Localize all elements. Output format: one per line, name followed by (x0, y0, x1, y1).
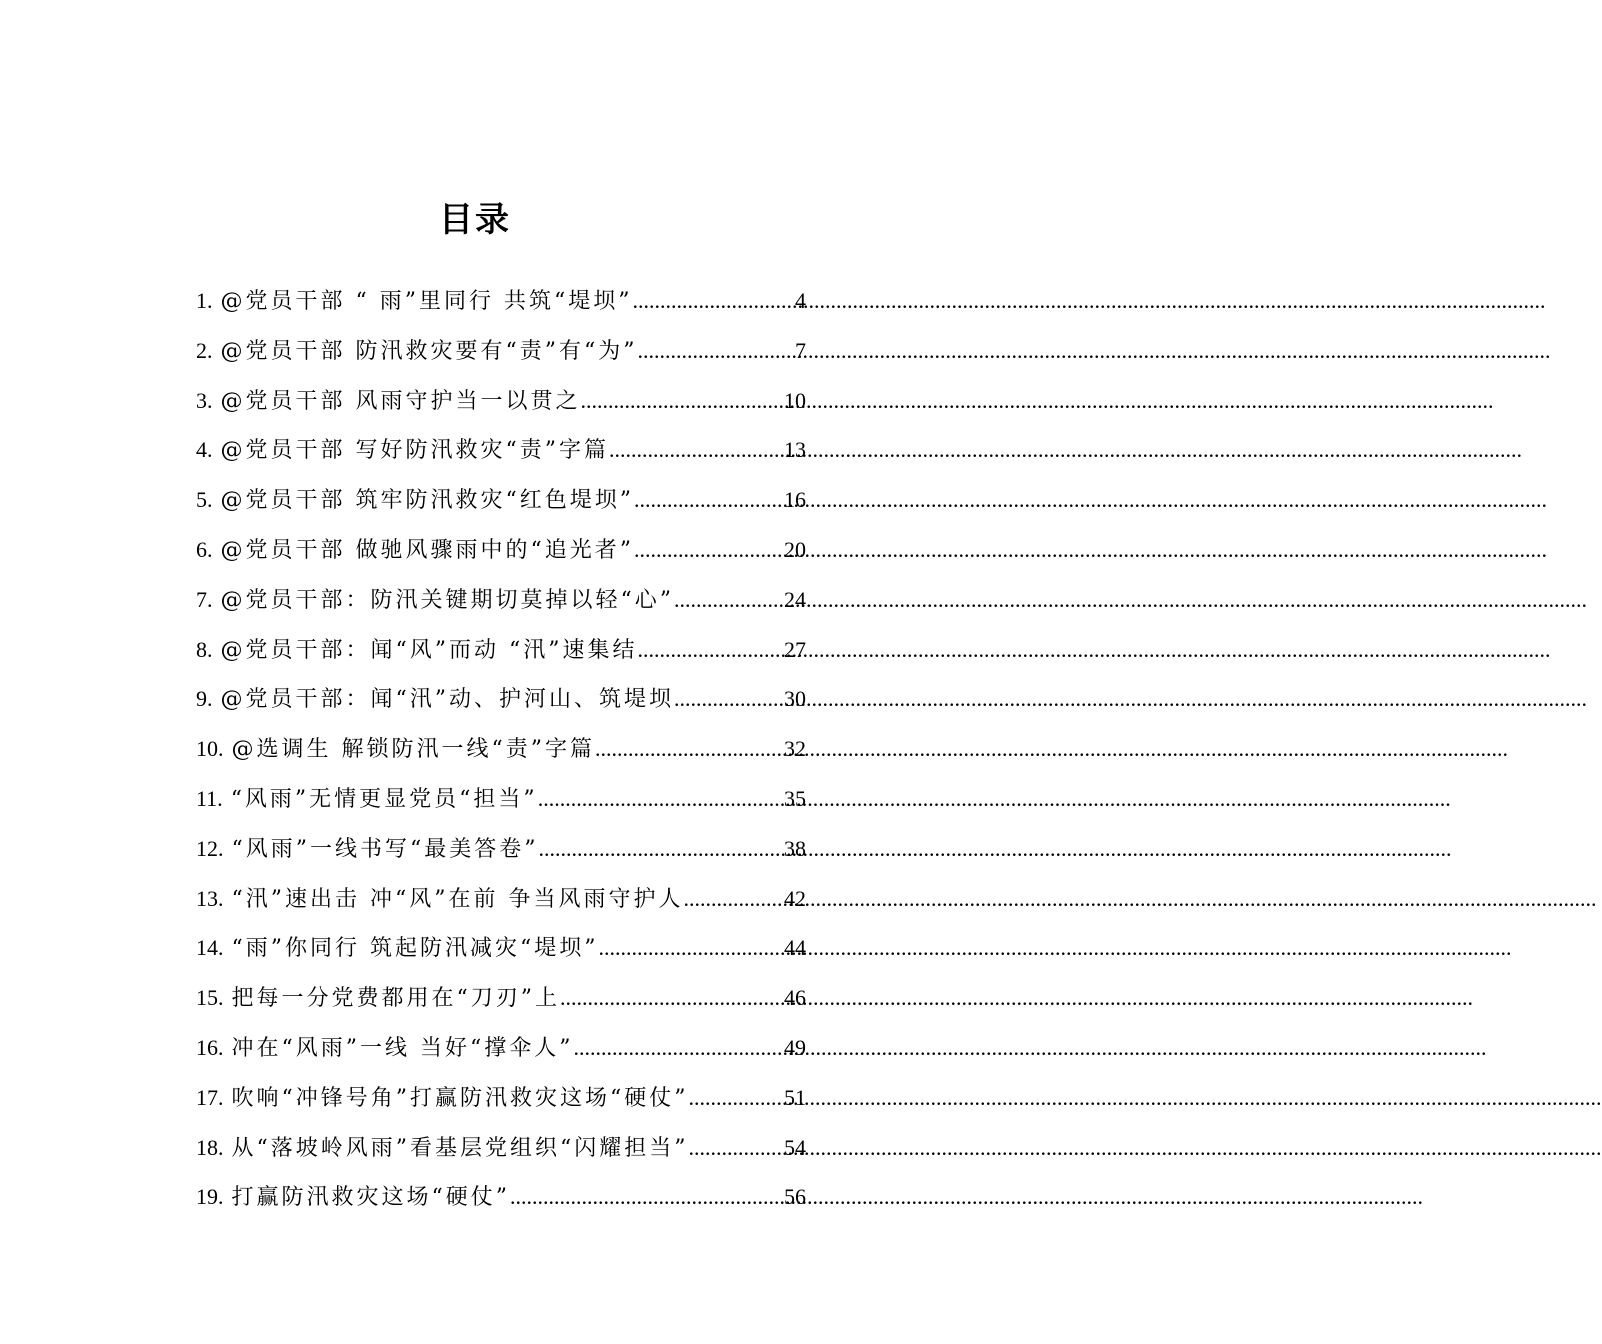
toc-entry[interactable] (196, 475, 806, 525)
entry-page-number: 32 (784, 736, 806, 762)
toc-entry[interactable] (196, 923, 806, 973)
entry-page-number: 16 (784, 487, 806, 513)
entry-number: 1. (196, 288, 213, 313)
entry-page-number: 38 (784, 835, 806, 861)
entry-number: 12. (196, 835, 224, 861)
dot-leader (689, 1073, 785, 1123)
dot-leader (632, 276, 795, 326)
table-of-contents (196, 276, 806, 1222)
entry-number: 18. (196, 1134, 224, 1160)
entry-page-number: 42 (784, 885, 806, 911)
entry-page-number: 24 (784, 586, 806, 612)
page-title: 目录 (439, 199, 511, 240)
entry-page-number: 4 (795, 288, 806, 313)
toc-entry[interactable] (196, 1073, 806, 1123)
entry-page-number: 56 (784, 1184, 806, 1210)
entry-number: 15. (196, 985, 224, 1011)
entry-number: 14. (196, 935, 224, 961)
entry-title: @党员干部：闻“汛”动、护河山、筑堤坝 (220, 687, 674, 713)
toc-entry[interactable] (196, 1023, 806, 1073)
toc-entry[interactable] (196, 625, 806, 675)
dot-leader (634, 525, 784, 575)
entry-title: @党员干部 风雨守护当一以贯之 (220, 388, 581, 414)
dot-leader (510, 1172, 784, 1222)
entry-title: @党员干部 筑牢防汛救灾“红色堤坝” (220, 488, 634, 514)
dot-leader (573, 1023, 784, 1073)
dot-leader (637, 326, 795, 376)
toc-entry[interactable] (196, 425, 806, 475)
toc-entry[interactable] (196, 376, 806, 426)
entry-page-number: 54 (784, 1134, 806, 1160)
toc-entry[interactable] (196, 973, 806, 1023)
toc-entry[interactable] (196, 1123, 806, 1173)
dot-leader (538, 774, 784, 824)
entry-title: @党员干部：防汛关键期切莫掉以轻“心” (220, 587, 674, 613)
toc-entry[interactable] (196, 874, 806, 924)
entry-number: 4. (196, 437, 213, 463)
entry-number: 10. (196, 736, 224, 762)
dot-leader (683, 874, 784, 924)
entry-number: 7. (196, 586, 213, 612)
entry-page-number: 27 (784, 636, 806, 662)
entry-title: “汛”速出击 冲“风”在前 争当风雨守护人 (231, 886, 684, 912)
dot-leader (674, 674, 784, 724)
dot-leader (637, 625, 784, 675)
entry-page-number: 30 (784, 686, 806, 712)
toc-entry[interactable] (196, 575, 806, 625)
entry-number: 17. (196, 1084, 224, 1110)
entry-page-number: 51 (784, 1084, 806, 1110)
entry-title: @选调生 解锁防汛一线“责”字篇 (231, 737, 595, 763)
entry-number: 2. (196, 337, 213, 363)
entry-title: “风雨”一线书写“最美答卷” (231, 836, 539, 862)
entry-title: 把每一分党费都用在“刀刃”上 (231, 986, 560, 1012)
entry-number: 16. (196, 1034, 224, 1060)
entry-title: @党员干部：闻“风”而动 “汛”速集结 (220, 637, 638, 663)
dot-leader (609, 425, 784, 475)
toc-entry[interactable] (196, 724, 806, 774)
toc-entry[interactable] (196, 525, 806, 575)
entry-title: @党员干部 做驰风骤雨中的“追光者” (220, 537, 634, 563)
entry-page-number: 46 (784, 985, 806, 1011)
toc-entry[interactable] (196, 674, 806, 724)
entry-page-number: 20 (784, 536, 806, 562)
dot-leader (634, 475, 784, 525)
entry-page-number: 7 (795, 337, 806, 363)
entry-title: @党员干部 防汛救灾要有“责”有“为” (220, 338, 638, 364)
toc-entry[interactable] (196, 276, 806, 326)
dot-leader (560, 973, 784, 1023)
dot-leader (674, 575, 784, 625)
dot-leader (581, 376, 785, 426)
entry-title: 冲在“风雨”一线 当好“撑伞人” (231, 1035, 574, 1061)
entry-page-number: 49 (784, 1034, 806, 1060)
dot-leader (689, 1123, 785, 1173)
toc-entry[interactable] (196, 1172, 806, 1222)
entry-page-number: 13 (784, 437, 806, 463)
dot-leader (598, 923, 784, 973)
entry-number: 9. (196, 686, 213, 712)
entry-number: 19. (196, 1184, 224, 1210)
entry-number: 11. (196, 785, 223, 811)
entry-title: “风雨”无情更显党员“担当” (230, 786, 538, 812)
entry-page-number: 44 (784, 935, 806, 961)
entry-title: 打赢防汛救灾这场“硬仗” (231, 1185, 510, 1211)
toc-entry[interactable] (196, 774, 806, 824)
toc-entry[interactable] (196, 326, 806, 376)
entry-number: 3. (196, 387, 213, 413)
entry-title: 从“落坡岭风雨”看基层党组织“闪耀担当” (231, 1135, 689, 1161)
entry-title: @党员干部 “ 雨”里同行 共筑“堤坝” (220, 289, 633, 314)
entry-number: 5. (196, 487, 213, 513)
entry-page-number: 35 (784, 785, 806, 811)
entry-title: 吹响“冲锋号角”打赢防汛救灾这场“硬仗” (231, 1085, 689, 1111)
dot-leader (595, 724, 784, 774)
entry-page-number: 10 (784, 387, 806, 413)
entry-title: @党员干部 写好防汛救灾“责”字篇 (220, 438, 609, 464)
dot-leader (539, 824, 785, 874)
entry-number: 8. (196, 636, 213, 662)
entry-number: 6. (196, 536, 213, 562)
toc-entry[interactable] (196, 824, 806, 874)
entry-number: 13. (196, 885, 224, 911)
entry-title: “雨”你同行 筑起防汛减灾“堤坝” (231, 936, 599, 962)
